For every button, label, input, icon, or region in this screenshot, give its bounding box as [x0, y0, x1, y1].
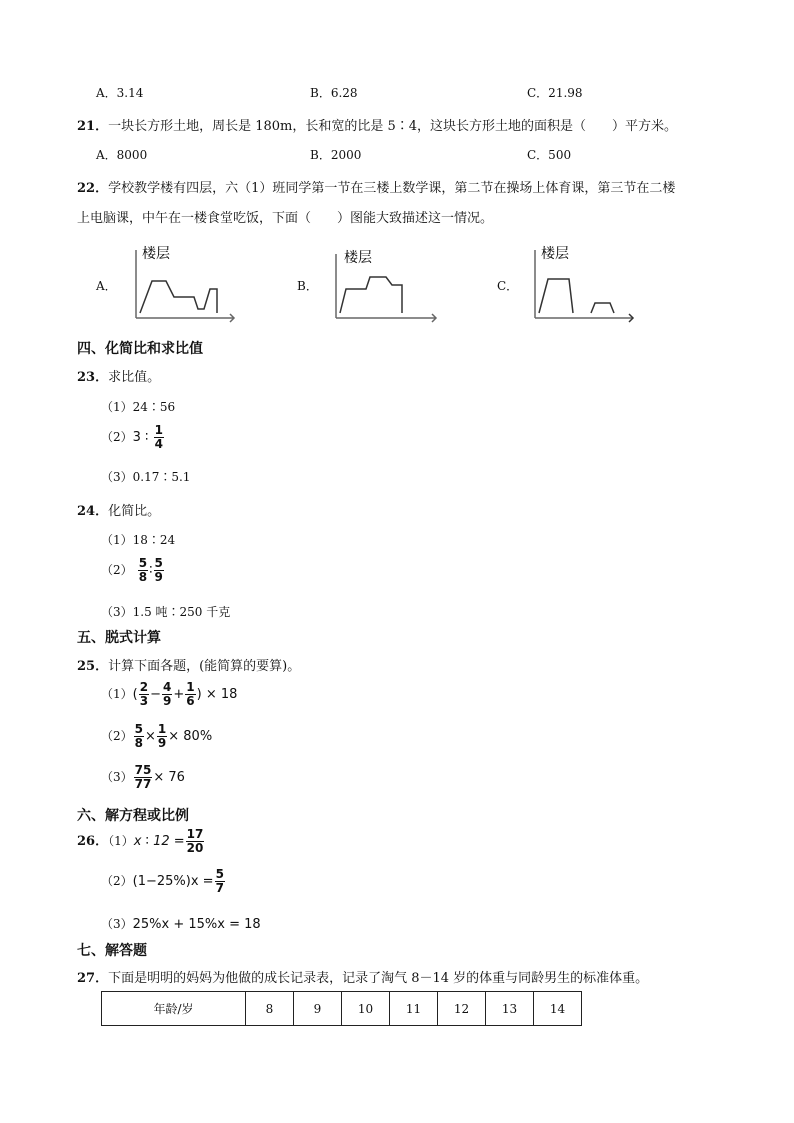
- q21-option-c: C．500: [527, 148, 572, 162]
- q26-part2-label: （2）: [101, 874, 133, 888]
- q24-part1: [101, 531, 175, 548]
- q25-part1-label: （1）: [101, 687, 133, 701]
- q26-part3-expr: 25%x + 15%x = 18: [132, 917, 261, 932]
- growth-record-table: [101, 991, 582, 1026]
- q22-graph-c: [525, 242, 637, 324]
- q23-part3-expr: 0.17∶5.1: [132, 470, 191, 484]
- q24-part2-sep: ∶: [149, 563, 153, 578]
- q22-number: 22．: [77, 181, 109, 196]
- q26-part1: [77, 828, 205, 855]
- table-cell-age: 12: [438, 992, 486, 1026]
- q24-part2-fraction-b: $\frac{5}{9}$: [154, 556, 163, 584]
- table-cell-age: 11: [390, 992, 438, 1026]
- q25-part2-fraction-a: $\frac{5}{8}$: [134, 722, 143, 750]
- q24-number: 24．: [77, 504, 109, 519]
- q25-part1-fraction-c: $\frac{1}{6}$: [186, 680, 195, 708]
- section-5-title: 五、脱式计算: [77, 630, 161, 646]
- section-4-title: 四、化简比和求比值: [77, 341, 203, 357]
- q23-part1: [101, 398, 175, 415]
- q23-part3: [101, 468, 190, 485]
- q25-part3-fraction: $\frac{75}{77}$: [134, 763, 152, 791]
- q26-part3-label: （3）: [101, 917, 133, 931]
- q26-part3: [101, 915, 261, 932]
- table-cell-age: 14: [534, 992, 582, 1026]
- table-header-age: 年龄/岁: [102, 992, 246, 1026]
- q22-graph-b-ylabel: 楼层: [344, 250, 372, 266]
- q22-graph-c-line2: [591, 303, 614, 313]
- q25-stem: [77, 655, 300, 674]
- q24-part3-label: （3）: [101, 605, 133, 619]
- q25-part2-tail: × 80%: [168, 729, 213, 744]
- q22-graph-c-line1: [539, 279, 573, 313]
- q25-part3: [101, 764, 185, 791]
- q23-part2: [101, 424, 165, 451]
- q24-text: 化简比。: [108, 504, 161, 519]
- q24-part2: [101, 557, 165, 584]
- q25-part1-fraction-b: $\frac{4}{9}$: [162, 680, 172, 708]
- q23-part2-pre: 3 ∶: [132, 430, 149, 445]
- q26-part2-fraction: $\frac{5}{7}$: [215, 867, 224, 895]
- q26-part2: [101, 868, 226, 895]
- table-cell-age: 13: [486, 992, 534, 1026]
- q21-number: 21．: [77, 119, 109, 134]
- table-cell-age: 9: [294, 992, 342, 1026]
- q24-part1-label: （1）: [101, 533, 133, 547]
- q23-text: 求比值。: [108, 370, 161, 385]
- q23-part2-label: （2）: [101, 430, 133, 444]
- q23-part2-fraction: $\frac{1}{4}$: [154, 423, 163, 451]
- q26-part1-label: （1）: [108, 834, 134, 848]
- q25-part2-fraction-b: $\frac{1}{9}$: [157, 722, 167, 750]
- q24-part3-expr: 1.5 吨∶250 千克: [132, 605, 231, 619]
- q22-graph-c-ylabel: 楼层: [541, 246, 569, 262]
- q26-part1-pre: x ∶ 12 =: [133, 834, 185, 849]
- q26-part1-fraction: $\frac{17}{20}$: [186, 827, 204, 855]
- q23-part1-expr: 24∶56: [132, 400, 176, 414]
- q25-part1-tail: ) × 18: [196, 687, 238, 702]
- q24-part1-expr: 18∶24: [132, 533, 176, 547]
- q25-number: 25．: [77, 659, 109, 674]
- q25-part1-fraction-a: $\frac{2}{3}$: [139, 680, 149, 708]
- q23-part1-label: （1）: [101, 400, 133, 414]
- q24-part3: [101, 603, 230, 620]
- table-cell-age: 10: [342, 992, 390, 1026]
- q27-text: 下面是明明的妈妈为他做的成长记录表，记录了淘气 8－14 岁的体重与同龄男生的标准体重。: [108, 971, 649, 986]
- q24-stem: [77, 500, 160, 519]
- q25-text: 计算下面各题，(能简算的要算)。: [108, 659, 301, 674]
- q22-graph-a-ylabel: 楼层: [142, 246, 170, 262]
- q22-stem-line1: [77, 177, 675, 196]
- q23-part3-label: （3）: [101, 470, 133, 484]
- q25-part1: （1）( $\frac{2}{3}$ − $\frac{4}{9}$ + $\frac{1}{6}$ ) × 18: [101, 680, 238, 708]
- q21-option-a: A．8000: [96, 148, 148, 162]
- q20-option-b: B．6.28: [310, 86, 358, 100]
- table-row: [102, 992, 582, 1026]
- q25-part2-label: （2）: [101, 729, 133, 743]
- q23-stem: [77, 366, 160, 385]
- q22-graph-a-line: [140, 281, 217, 313]
- q22-option-b-label: B．: [297, 279, 318, 293]
- section-7-title: 七、解答题: [77, 943, 147, 959]
- q20-option-c: C．21.98: [527, 86, 583, 100]
- q25-part2: （2） $\frac{5}{8}$ × $\frac{1}{9}$ × 80%: [101, 722, 213, 750]
- table-cell-age: 8: [246, 992, 294, 1026]
- q26-number: 26．: [77, 834, 109, 849]
- q24-part2-label: （2）: [101, 563, 133, 577]
- q20-option-a: A．3.14: [96, 86, 144, 100]
- q22-stem-line2: 上电脑课，中午在一楼食堂吃饭，下面（ ）图能大致描述这一情况。: [77, 211, 494, 226]
- q27-stem: [77, 967, 648, 986]
- q21-text: 一块长方形土地，周长是 180m，长和宽的比是 5∶4，这块长方形土地的面积是（ ）平方米。: [108, 119, 678, 134]
- q24-part2-fraction-a: $\frac{5}{8}$: [138, 556, 148, 584]
- q27-number: 27．: [77, 971, 109, 986]
- section-6-title: 六、解方程或比例: [77, 808, 189, 824]
- q26-part2-pre: (1−25%)x =: [132, 874, 214, 889]
- q25-part3-tail: × 76: [153, 770, 185, 785]
- q23-number: 23．: [77, 370, 109, 385]
- q22-graph-a: [126, 242, 238, 324]
- q22-text-line1: 学校教学楼有四层，六（1）班同学第一节在三楼上数学课，第二节在操场上体育课，第三节在二楼: [108, 181, 676, 196]
- q22-option-c-label: C．: [497, 279, 519, 293]
- q21-option-b: B．2000: [310, 148, 362, 162]
- q22-option-a-label: A．: [96, 279, 117, 293]
- q25-part3-label: （3）: [101, 770, 133, 784]
- q21-stem: [77, 115, 677, 134]
- q22-graph-b: [328, 246, 440, 324]
- q22-graph-b-line: [340, 277, 402, 313]
